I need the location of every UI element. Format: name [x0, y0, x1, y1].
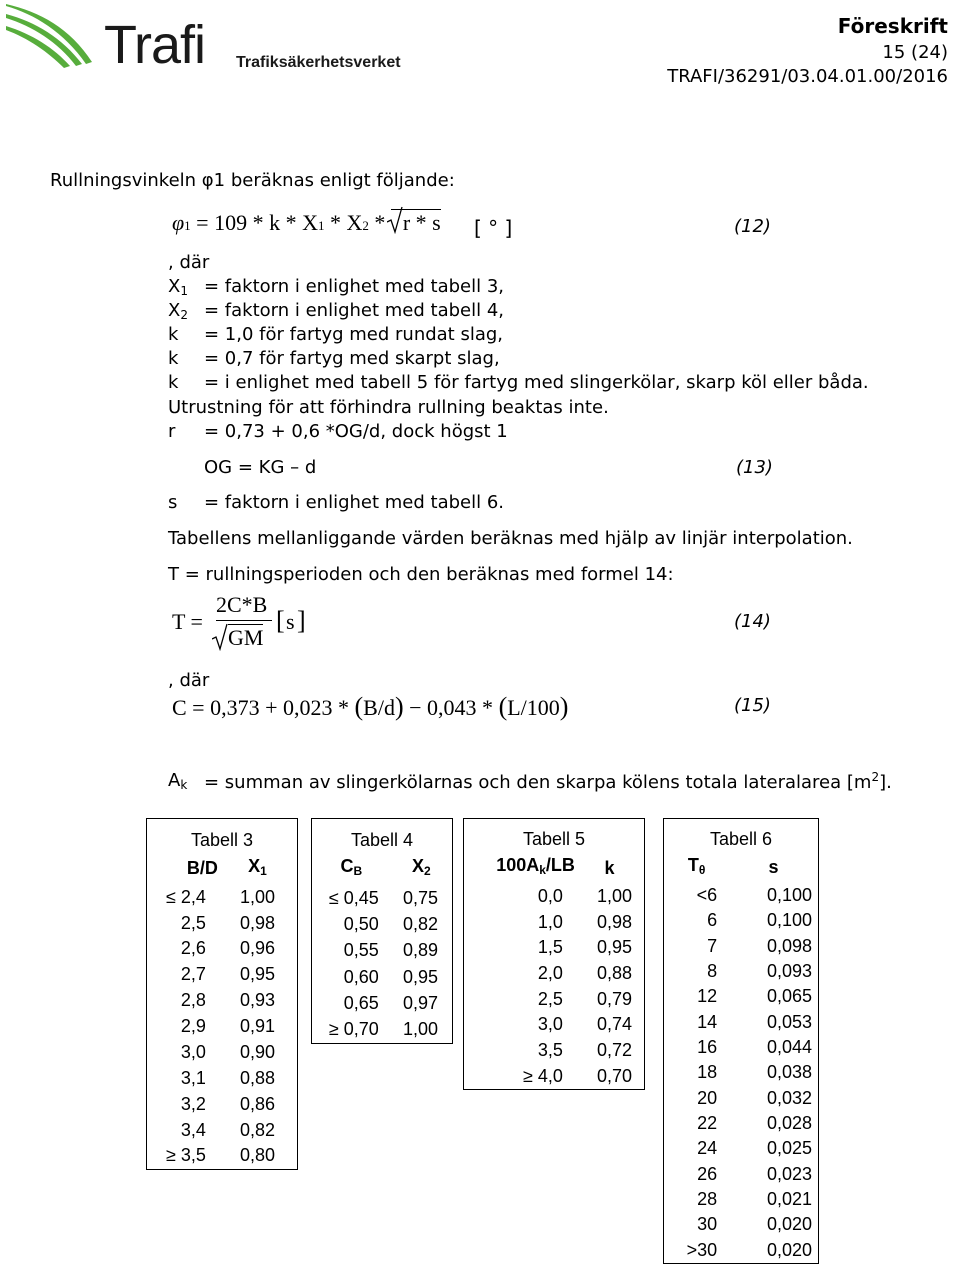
table-cell: 0,74 [596, 1014, 632, 1035]
interpolation-text: Tabellens mellanliggande värden beräknas med hjälp av linjär interpolation. [168, 528, 853, 549]
table-cell: 0,70 [596, 1065, 632, 1086]
trafi-swoosh-icon [4, 4, 104, 70]
table-row [664, 1111, 819, 1136]
def-k-table5 [168, 372, 869, 393]
table-cell: ≤ 0,45 [328, 887, 379, 908]
table-cell: 1,5 [537, 937, 563, 958]
dar-label-1: , där [168, 252, 210, 273]
table-title: Tabell 5 [522, 829, 586, 850]
table-cell: 0,93 [239, 990, 275, 1011]
table-cell: 0,60 [343, 966, 379, 987]
table-5 [463, 818, 645, 1090]
table-row [464, 986, 645, 1012]
table-cell: 2,7 [180, 964, 206, 985]
table-row [147, 1091, 298, 1117]
def-sup: 2 [871, 770, 880, 784]
table-row [312, 990, 453, 1016]
table-row [147, 1143, 298, 1169]
table-cell: 0,79 [596, 988, 632, 1009]
table-cell: 1,00 [402, 1019, 438, 1040]
table-header: B/D [186, 858, 218, 879]
table-cell: 0,82 [402, 914, 438, 935]
table-cell: <6 [696, 885, 718, 906]
table-cell: 30 [697, 1214, 718, 1235]
def-text: = 0,7 för fartyg med skarpt slag, [204, 348, 500, 369]
def-x1 [168, 276, 505, 298]
table-row [664, 984, 819, 1009]
table-cell: ≥ 0,70 [328, 1019, 379, 1040]
table-row [312, 964, 453, 990]
def-sub: 2 [180, 308, 188, 322]
table-row [664, 1035, 819, 1060]
def-text: = 1,0 för fartyg med rundat slag, [204, 324, 504, 345]
table-cell: 0,044 [766, 1036, 812, 1057]
def-symbol: r [168, 421, 176, 442]
table-title: Tabell 6 [709, 829, 773, 850]
table-6 [663, 818, 819, 1264]
def-end: ]. [879, 772, 892, 793]
table-row [464, 961, 645, 987]
equation-14: T = 2C*B GM [ s ] [172, 592, 306, 650]
table-row [147, 1039, 298, 1065]
table-cell: 3,0 [537, 1014, 563, 1035]
table-row [147, 1117, 298, 1143]
table-row [312, 885, 453, 911]
table-cell: 1,0 [537, 911, 563, 932]
table-cell: 16 [697, 1036, 718, 1057]
table-cell: 0,065 [766, 986, 812, 1007]
table-row [312, 1017, 453, 1043]
def-text: = faktorn i enlighet med tabell 6. [204, 492, 505, 513]
table-cell: 0,100 [766, 910, 812, 931]
logo-org-subtitle: Trafiksäkerhetsverket [236, 54, 401, 71]
def-k-rounded [168, 324, 504, 345]
table-cell: 14 [697, 1011, 718, 1032]
table-header-row [464, 853, 645, 884]
table-row [664, 1060, 819, 1085]
def-k-sharp [168, 348, 500, 369]
table-row [664, 908, 819, 933]
equation-14-number: (14) [734, 611, 771, 632]
table-cell: 2,5 [180, 912, 206, 933]
table-cell: 0,025 [766, 1138, 812, 1159]
table-cell: 0,100 [766, 885, 812, 906]
table-header-row [664, 852, 819, 882]
table-cell: ≥ 4,0 [523, 1065, 563, 1086]
table-row [664, 1187, 819, 1212]
table-cell: 6 [707, 910, 718, 931]
table-3 [146, 818, 298, 1170]
table-row [147, 1014, 298, 1040]
table-cell: 0,95 [239, 964, 275, 985]
doc-reference: TRAFI/36291/03.04.01.00/2016 [667, 66, 948, 87]
table-cell: 22 [697, 1112, 718, 1133]
dar-label-2: , där [168, 670, 210, 691]
table-header: s [768, 857, 779, 878]
def-text: = i enlighet med tabell 5 för fartyg med slingerkölar, skarp köl eller båda. [204, 372, 869, 393]
table-cell: 0,021 [766, 1188, 812, 1209]
table-cell: 2,9 [180, 1016, 206, 1037]
table-row [464, 1063, 645, 1089]
table-row [464, 884, 645, 910]
def-symbol: k [168, 372, 179, 393]
def-text: = faktorn i enlighet med tabell 4, [204, 300, 505, 321]
table-cell: 0,95 [402, 966, 438, 987]
table-header: $T_\theta$ [687, 854, 706, 877]
def-sub: k [180, 778, 188, 792]
def-symbol: A [168, 770, 181, 791]
doc-type: Föreskrift [837, 14, 948, 38]
table-row [464, 909, 645, 935]
logo-org-name: Trafi [104, 15, 205, 75]
table-header: $100A_k/LB$ [496, 855, 575, 878]
sqrt-symbol-icon [387, 206, 403, 234]
intro-text: Rullningsvinkeln φ1 beräknas enligt följande: [50, 170, 455, 191]
table-cell: 0,98 [596, 911, 632, 932]
def-r [168, 421, 508, 442]
trafi-logo [4, 4, 401, 76]
table-row [147, 936, 298, 962]
table-header-row [147, 853, 298, 884]
table-row [664, 1085, 819, 1110]
table-row [664, 959, 819, 984]
table-cell: 0,50 [343, 914, 379, 935]
table-cell: 18 [697, 1062, 718, 1083]
table-cell: 1,00 [239, 886, 275, 907]
table-cell: 12 [697, 986, 718, 1007]
table-cell: 2,6 [180, 938, 206, 959]
def-text: = faktorn i enlighet med tabell 3, [204, 276, 505, 297]
def-x2 [168, 300, 505, 322]
table-header: k [604, 857, 615, 878]
table-header: $C_B$ [340, 856, 363, 879]
table-row [664, 934, 819, 959]
table-cell: 3,0 [180, 1041, 206, 1062]
table-row [664, 1136, 819, 1161]
equation-13-number: (13) [736, 457, 773, 478]
def-symbol: X [168, 276, 181, 297]
table-4 [311, 818, 453, 1044]
table-cell: 0,028 [766, 1112, 812, 1133]
table-cell: 0,053 [766, 1011, 812, 1032]
table-row [664, 1237, 819, 1263]
table-cell: 0,88 [596, 962, 632, 983]
equation-12-unit: [ ° ] [474, 216, 513, 240]
def-s [168, 492, 505, 513]
table-cell: 2,8 [180, 990, 206, 1011]
def-symbol: k [168, 324, 179, 345]
table-cell: 0,0 [537, 886, 563, 906]
table-row [147, 962, 298, 988]
table-cell: 0,80 [239, 1145, 275, 1166]
t-definition: T = rullningsperioden och den beräknas med formel 14: [168, 564, 674, 585]
table-cell: 0,98 [239, 912, 275, 933]
table-cell: 0,65 [343, 993, 379, 1014]
table-cell: 0,020 [766, 1239, 812, 1260]
table-cell: 0,020 [766, 1214, 812, 1235]
utrustning-text: Utrustning för att förhindra rullning beaktas inte. [168, 397, 609, 418]
table-header-row [312, 854, 453, 886]
equation-15-number: (15) [734, 695, 771, 716]
table-title: Tabell 4 [350, 829, 414, 850]
table-row [147, 988, 298, 1014]
table-cell: 0,093 [766, 961, 812, 981]
table-cell: 0,88 [239, 1067, 275, 1088]
def-text: = 0,73 + 0,6 *OG/d, dock högst 1 [204, 421, 508, 442]
table-cell: 0,97 [402, 993, 438, 1014]
table-row [464, 1038, 645, 1064]
table-cell: 2,0 [537, 962, 563, 983]
table-title: Tabell 3 [190, 829, 254, 850]
table-cell: 0,75 [402, 887, 438, 908]
def-symbol: k [168, 348, 179, 369]
table-row [312, 912, 453, 938]
equation-12-number: (12) [734, 216, 771, 237]
table-row [464, 935, 645, 961]
table-row [664, 1212, 819, 1237]
table-header: $X_2$ [412, 856, 431, 879]
table-cell: 7 [707, 935, 718, 956]
table-cell: ≥ 3,5 [165, 1145, 206, 1166]
table-row [464, 1012, 645, 1038]
table-row [147, 884, 298, 910]
page-number: 15 (24) [882, 42, 948, 63]
table-cell: 3,2 [180, 1093, 206, 1114]
table-cell: 0,89 [402, 940, 438, 961]
table-cell: 20 [697, 1087, 718, 1108]
table-cell: 24 [697, 1138, 718, 1159]
table-row [312, 938, 453, 964]
def-text: = summan av slingerkölarnas och den skarpa kölens totala lateralarea [m [204, 772, 872, 793]
table-cell: 0,038 [766, 1062, 812, 1083]
table-cell: 2,5 [537, 988, 563, 1009]
def-sub: 1 [180, 284, 188, 298]
table-cell: 0,55 [343, 940, 379, 961]
table-row [147, 910, 298, 936]
table-cell: 0,032 [766, 1087, 812, 1108]
equation-12: φ1 = 109 * k * X1 * X2 * r * s [172, 210, 441, 236]
table-cell: 0,90 [239, 1041, 275, 1062]
table-cell: 1,00 [596, 886, 632, 906]
def-ak [168, 770, 892, 793]
table-cell: 0,72 [596, 1039, 632, 1060]
table-cell: 3,4 [180, 1119, 206, 1140]
table-cell: 26 [697, 1163, 718, 1184]
table-cell: 0,96 [239, 938, 275, 959]
def-symbol: X [168, 300, 181, 321]
table-cell: 0,023 [766, 1163, 812, 1184]
table-row [664, 1161, 819, 1186]
table-cell: >30 [686, 1239, 718, 1260]
table-cell: 0,098 [766, 935, 812, 956]
table-cell: 28 [697, 1188, 718, 1209]
table-cell: 0,95 [596, 937, 632, 958]
table-cell: 0,86 [239, 1093, 275, 1114]
equation-15: C = 0,373 + 0,023 * (B/d) − 0,043 * (L/100) [172, 692, 569, 721]
table-cell: 0,82 [239, 1119, 275, 1140]
table-header: $X_1$ [248, 855, 267, 878]
table-row [147, 1065, 298, 1091]
table-cell: ≤ 2,4 [165, 886, 206, 907]
table-row [664, 883, 819, 908]
def-symbol: s [168, 492, 178, 513]
equation-13: OG = KG – d [204, 457, 317, 478]
table-row [664, 1010, 819, 1035]
table-cell: 3,1 [180, 1067, 206, 1088]
sqrt-symbol-icon [212, 623, 228, 651]
table-cell: 8 [707, 961, 718, 981]
table-cell: 3,5 [537, 1039, 563, 1060]
table-cell: 0,91 [239, 1016, 275, 1037]
